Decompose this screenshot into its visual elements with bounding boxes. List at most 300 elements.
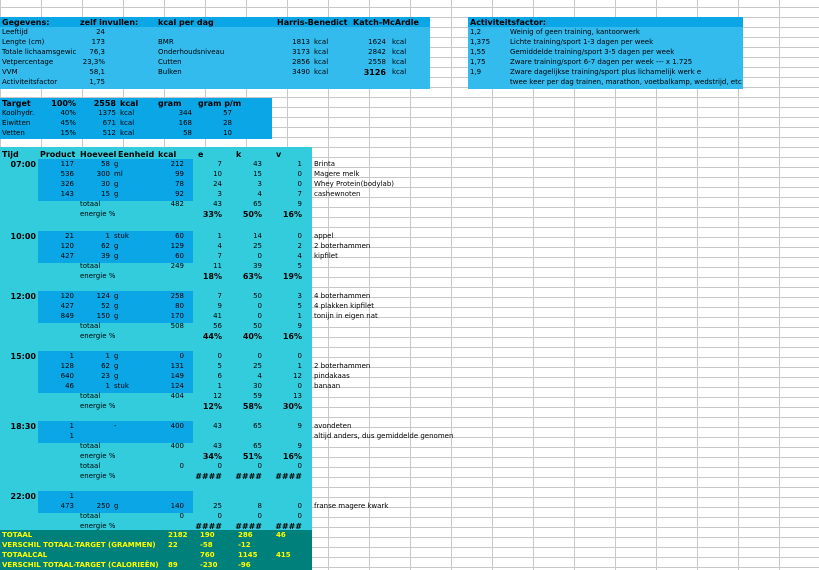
protein-cell: 43 bbox=[213, 422, 222, 430]
product-id-cell[interactable]: 1 bbox=[69, 492, 74, 500]
target-kcal-header: 2558 bbox=[93, 99, 116, 108]
km-value: 2558 bbox=[368, 58, 386, 66]
total-protein: 0 bbox=[217, 462, 222, 470]
hb-value: 1813 bbox=[292, 38, 310, 46]
total-kcal bbox=[148, 472, 184, 481]
target-pct[interactable]: 40% bbox=[60, 109, 76, 117]
target-gram: 344 bbox=[178, 109, 192, 117]
total-kcal: 482 bbox=[170, 200, 184, 208]
protein-cell: 24 bbox=[213, 180, 222, 188]
unit-cell: g bbox=[114, 312, 119, 320]
harris-benedict-header: Harris-Benedict bbox=[277, 18, 348, 27]
total-kcal bbox=[148, 522, 184, 531]
product-name-cell: 4 plakken kipfilet bbox=[314, 302, 375, 310]
fat-cell: 3 bbox=[297, 292, 302, 300]
protein-cell: 6 bbox=[217, 372, 222, 380]
product-id-cell[interactable]: 427 bbox=[60, 252, 74, 260]
product-id-cell[interactable]: 1 bbox=[69, 352, 74, 360]
target-label: Eiwitten bbox=[2, 119, 31, 127]
unit-cell: stuk bbox=[114, 232, 129, 240]
unit-cell bbox=[114, 492, 144, 501]
total-carb: 0 bbox=[257, 462, 262, 470]
kcal-cell: 60 bbox=[175, 252, 184, 260]
quantity-cell[interactable]: 62 bbox=[101, 242, 110, 250]
quantity-cell[interactable]: 150 bbox=[96, 312, 110, 320]
unit-cell: g bbox=[114, 242, 119, 250]
carb-cell: 0 bbox=[257, 252, 262, 260]
protein-cell: 4 bbox=[217, 242, 222, 250]
unit-cell: g bbox=[114, 160, 119, 168]
gegevens-label: Lengte (cm) bbox=[2, 38, 45, 46]
summary-label: TOTAAL bbox=[2, 531, 33, 539]
summary-fat: 415 bbox=[276, 551, 291, 559]
unit-cell bbox=[114, 432, 144, 441]
total-protein: 11 bbox=[213, 262, 222, 270]
product-name-cell: 2 boterhammen bbox=[314, 362, 371, 370]
unit-cell: g bbox=[114, 292, 119, 300]
total-carb: 50% bbox=[242, 210, 262, 219]
product-name-cell: altijd anders, dus gemiddelde genomen bbox=[314, 432, 454, 440]
summary-protein: -230 bbox=[200, 561, 218, 569]
total-kcal bbox=[148, 402, 184, 411]
total-kcal: 249 bbox=[170, 262, 184, 270]
target-gpm: 10 bbox=[223, 129, 232, 137]
summary-fat bbox=[276, 561, 308, 570]
meal-time: 15:00 bbox=[10, 352, 36, 361]
target-kcal: 512 bbox=[102, 129, 116, 137]
product-id-cell[interactable]: 21 bbox=[65, 232, 74, 240]
product-name-cell: 2 boterhammen bbox=[314, 242, 371, 250]
product-name-cell: appel bbox=[314, 232, 334, 240]
product-name-cell: kipfilet bbox=[314, 252, 338, 260]
product-name-cell: cashewnoten bbox=[314, 190, 361, 198]
target-kcal: 671 bbox=[102, 119, 116, 127]
carb-cell: 43 bbox=[253, 160, 262, 168]
activiteit-desc: Zware training/sport 6-7 dagen per week --- x 1.725 bbox=[510, 58, 693, 66]
product-id-cell[interactable]: 849 bbox=[60, 312, 74, 320]
fat-cell bbox=[270, 492, 302, 501]
hb-unit: kcal bbox=[314, 38, 329, 46]
quantity-cell[interactable]: 1 bbox=[105, 232, 110, 240]
target-unit: kcal bbox=[120, 129, 135, 137]
target-gram-header: gram bbox=[158, 99, 182, 108]
protein-cell: 25 bbox=[213, 502, 222, 510]
target-unit-header: kcal bbox=[120, 99, 139, 108]
kcal-cell: 99 bbox=[175, 170, 184, 178]
summary-kcal: 89 bbox=[168, 561, 178, 569]
carb-cell: 65 bbox=[253, 422, 262, 430]
summary-fat: 46 bbox=[276, 531, 286, 539]
total-carb: #### bbox=[235, 522, 262, 531]
col-tijd: Tijd bbox=[2, 150, 19, 159]
total-label: totaal bbox=[80, 322, 101, 330]
kcal-cell bbox=[148, 492, 184, 501]
total-fat: 30% bbox=[282, 402, 302, 411]
kcal-cell: 131 bbox=[170, 362, 184, 370]
target-gpm: 57 bbox=[223, 109, 232, 117]
katch-mcardle-header: Katch-McArdle bbox=[353, 18, 419, 27]
target-unit: kcal bbox=[120, 119, 135, 127]
quantity-cell[interactable]: 39 bbox=[101, 252, 110, 260]
product-id-cell[interactable]: 46 bbox=[65, 382, 74, 390]
meal-time: 22:00 bbox=[10, 492, 36, 501]
protein-cell: 7 bbox=[217, 292, 222, 300]
total-carb: #### bbox=[235, 472, 262, 481]
col-v: v bbox=[276, 150, 282, 159]
kcal-row-name: Cutten bbox=[158, 58, 182, 66]
product-name-cell: Brinta bbox=[314, 160, 336, 168]
carb-cell: 30 bbox=[253, 382, 262, 390]
total-carb: 58% bbox=[242, 402, 262, 411]
carb-cell: 0 bbox=[257, 302, 262, 310]
total-kcal bbox=[148, 210, 184, 219]
total-fat: 9 bbox=[297, 200, 302, 208]
total-kcal bbox=[148, 272, 184, 281]
meal-time: 12:00 bbox=[10, 292, 36, 301]
gegevens-value[interactable]: 1,75 bbox=[89, 78, 105, 86]
gegevens-value[interactable]: 58,1 bbox=[89, 68, 105, 76]
product-name-cell: pindakaas bbox=[314, 372, 350, 380]
unit-cell: g bbox=[114, 372, 119, 380]
product-id-cell[interactable]: 120 bbox=[60, 292, 74, 300]
quantity-cell[interactable]: 1 bbox=[105, 382, 110, 390]
total-label: totaal bbox=[80, 262, 101, 270]
activiteit-factor: 1,75 bbox=[470, 58, 486, 66]
target-header: Target bbox=[2, 99, 31, 108]
kcal-cell: 92 bbox=[175, 190, 184, 198]
total-kcal: 404 bbox=[170, 392, 184, 400]
protein-cell: 41 bbox=[213, 312, 222, 320]
product-id-cell[interactable]: 120 bbox=[60, 242, 74, 250]
gegevens-value[interactable]: 173 bbox=[91, 38, 105, 46]
carb-cell: 0 bbox=[257, 312, 262, 320]
total-kcal bbox=[148, 332, 184, 341]
product-name-cell: banaan bbox=[314, 382, 341, 390]
total-label: totaal bbox=[80, 512, 101, 520]
carb-cell: 14 bbox=[253, 232, 262, 240]
carb-cell: 4 bbox=[257, 190, 262, 198]
kcal-cell: 400 bbox=[170, 422, 184, 430]
protein-cell bbox=[190, 432, 222, 441]
total-protein: 12 bbox=[213, 392, 222, 400]
gegevens-value[interactable]: 76,3 bbox=[89, 48, 105, 56]
unit-cell: g bbox=[114, 180, 119, 188]
total-fat: 0 bbox=[297, 512, 302, 520]
fat-cell: 0 bbox=[297, 232, 302, 240]
unit-cell: g bbox=[114, 502, 119, 510]
total-fat: 16% bbox=[282, 210, 302, 219]
kcal-cell: 140 bbox=[170, 502, 184, 510]
summary-label: VERSCHIL TOTAAL-TARGET (GRAMMEN) bbox=[2, 541, 156, 549]
total-protein: 56 bbox=[213, 322, 222, 330]
col-kcal: kcal bbox=[158, 150, 177, 159]
gegevens-value[interactable]: 24 bbox=[96, 28, 105, 36]
fat-cell: 0 bbox=[297, 170, 302, 178]
quantity-cell[interactable]: 30 bbox=[101, 180, 110, 188]
quantity-cell[interactable]: 23 bbox=[101, 372, 110, 380]
target-gpm-header: gram p/m bbox=[198, 99, 242, 108]
fat-cell: 12 bbox=[293, 372, 302, 380]
carb-cell: 25 bbox=[253, 362, 262, 370]
protein-cell: 10 bbox=[213, 170, 222, 178]
kcal-cell: 149 bbox=[170, 372, 184, 380]
quantity-cell[interactable]: 52 bbox=[101, 302, 110, 310]
protein-cell: 3 bbox=[217, 190, 222, 198]
total-fat: #### bbox=[275, 522, 302, 531]
km-value: 1624 bbox=[368, 38, 386, 46]
unit-cell: - bbox=[114, 422, 117, 430]
total-carb: 65 bbox=[253, 200, 262, 208]
total-kcal: 400 bbox=[170, 442, 184, 450]
product-id-cell[interactable]: 128 bbox=[60, 362, 74, 370]
target-label: Koolhydr. bbox=[2, 109, 35, 117]
quantity-cell[interactable] bbox=[74, 492, 110, 501]
kcal-cell: 80 bbox=[175, 302, 184, 310]
target-pct-header: 100% bbox=[51, 99, 76, 108]
total-fat: 5 bbox=[297, 262, 302, 270]
unit-cell: stuk bbox=[114, 382, 129, 390]
total-label: energie % bbox=[80, 210, 116, 218]
gegevens-header: Gegevens: bbox=[2, 18, 50, 27]
protein-cell: 7 bbox=[217, 252, 222, 260]
total-fat: #### bbox=[275, 472, 302, 481]
quantity-cell[interactable]: 1 bbox=[105, 352, 110, 360]
total-label: energie % bbox=[80, 332, 116, 340]
protein-cell: 7 bbox=[217, 160, 222, 168]
kcal-cell: 124 bbox=[170, 382, 184, 390]
gegevens-label: Activiteitsfactor bbox=[2, 78, 58, 86]
total-protein: #### bbox=[195, 472, 222, 481]
protein-cell: 5 bbox=[217, 362, 222, 370]
hb-unit: kcal bbox=[314, 58, 329, 66]
quantity-cell[interactable]: 250 bbox=[96, 502, 110, 510]
protein-cell: 1 bbox=[217, 382, 222, 390]
km-unit: kcal bbox=[392, 38, 407, 46]
product-id-cell[interactable]: 473 bbox=[60, 502, 74, 510]
gegevens-value[interactable]: 23,3% bbox=[82, 58, 105, 66]
activiteit-desc: Weinig of geen training, kantoorwerk bbox=[510, 28, 640, 36]
fat-cell: 0 bbox=[297, 502, 302, 510]
activiteit-factor: 1,2 bbox=[470, 28, 482, 36]
summary-carb: -96 bbox=[238, 561, 251, 569]
quantity-cell[interactable] bbox=[74, 422, 110, 431]
total-kcal bbox=[148, 452, 184, 461]
fat-cell: 0 bbox=[297, 352, 302, 360]
kcal-cell bbox=[148, 432, 184, 441]
summary-kcal: 22 bbox=[168, 541, 178, 549]
summary-protein: 190 bbox=[200, 531, 215, 539]
carb-cell: 4 bbox=[257, 372, 262, 380]
product-name-cell: Magere melk bbox=[314, 170, 360, 178]
total-protein: 33% bbox=[202, 210, 222, 219]
product-id-cell[interactable]: 143 bbox=[60, 190, 74, 198]
total-protein: #### bbox=[195, 522, 222, 531]
total-carb: 39 bbox=[253, 262, 262, 270]
unit-cell: g bbox=[114, 352, 119, 360]
hb-unit: kcal bbox=[314, 68, 329, 76]
product-name-cell: 4 boterhammen bbox=[314, 292, 371, 300]
fat-cell: 0 bbox=[297, 180, 302, 188]
carb-cell: 3 bbox=[257, 180, 262, 188]
summary-protein: -58 bbox=[200, 541, 213, 549]
col-hoeveel: Hoeveel bbox=[80, 150, 117, 159]
total-fat: 16% bbox=[282, 332, 302, 341]
col-k: k bbox=[236, 150, 242, 159]
total-label: energie % bbox=[80, 452, 116, 460]
product-id-cell[interactable]: 1 bbox=[69, 432, 74, 440]
kcal-row-name: Bulken bbox=[158, 68, 182, 76]
hb-unit: kcal bbox=[314, 48, 329, 56]
target-kcal: 1375 bbox=[98, 109, 116, 117]
total-kcal: 0 bbox=[179, 462, 184, 470]
total-carb: 40% bbox=[242, 332, 262, 341]
col-product: Product bbox=[40, 150, 76, 159]
protein-cell: 9 bbox=[217, 302, 222, 310]
product-name-cell: avondeten bbox=[314, 422, 352, 430]
protein-cell bbox=[190, 492, 222, 501]
summary-carb: 1145 bbox=[238, 551, 258, 559]
target-pct[interactable]: 45% bbox=[60, 119, 76, 127]
total-label: energie % bbox=[80, 402, 116, 410]
product-id-cell[interactable]: 427 bbox=[60, 302, 74, 310]
total-fat: 16% bbox=[282, 452, 302, 461]
unit-cell: ml bbox=[114, 170, 123, 178]
product-id-cell[interactable]: 536 bbox=[60, 170, 74, 178]
total-fat: 19% bbox=[282, 272, 302, 281]
gegevens-label: VVM bbox=[2, 68, 18, 76]
total-label: energie % bbox=[80, 522, 116, 530]
carb-cell: 25 bbox=[253, 242, 262, 250]
summary-kcal bbox=[168, 551, 200, 560]
meal-time: 07:00 bbox=[10, 160, 36, 169]
fat-cell: 2 bbox=[297, 242, 302, 250]
total-fat: 9 bbox=[297, 442, 302, 450]
summary-label: TOTAALCAL bbox=[2, 551, 48, 559]
fat-cell: 4 bbox=[297, 252, 302, 260]
target-gram: 58 bbox=[183, 129, 192, 137]
quantity-cell[interactable]: 15 bbox=[101, 190, 110, 198]
quantity-cell[interactable]: 124 bbox=[96, 292, 110, 300]
total-kcal: 508 bbox=[170, 322, 184, 330]
hb-value: 3173 bbox=[292, 48, 310, 56]
summary-carb: -12 bbox=[238, 541, 251, 549]
quantity-cell[interactable]: 300 bbox=[96, 170, 110, 178]
km-value: 3126 bbox=[363, 68, 386, 77]
quantity-cell[interactable]: 62 bbox=[101, 362, 110, 370]
unit-cell: g bbox=[114, 190, 119, 198]
fat-cell: 9 bbox=[297, 422, 302, 430]
total-label: energie % bbox=[80, 472, 116, 480]
product-name-cell: Whey Protein(bodylab) bbox=[314, 180, 395, 188]
protein-cell: 1 bbox=[217, 232, 222, 240]
kcal-cell: 212 bbox=[170, 160, 184, 168]
target-gram: 168 bbox=[178, 119, 192, 127]
fat-cell: 1 bbox=[297, 160, 302, 168]
protein-cell: 0 bbox=[217, 352, 222, 360]
fat-cell: 5 bbox=[297, 302, 302, 310]
activiteit-desc: Lichte training/sport 1-3 dagen per week bbox=[510, 38, 654, 46]
carb-cell: 15 bbox=[253, 170, 262, 178]
total-fat: 13 bbox=[293, 392, 302, 400]
kcal-cell: 60 bbox=[175, 232, 184, 240]
product-name-cell: tonijn in eigen nat bbox=[314, 312, 378, 320]
total-carb: 50 bbox=[253, 322, 262, 330]
kcal-cell: 78 bbox=[175, 180, 184, 188]
total-label: energie % bbox=[80, 272, 116, 280]
fat-cell: 7 bbox=[297, 190, 302, 198]
unit-cell: g bbox=[114, 302, 119, 310]
activiteit-desc: Zware dagelijkse training/sport plus lichamelijk werk e bbox=[510, 68, 702, 76]
fat-cell: 0 bbox=[297, 382, 302, 390]
kcal-row-name: Onderhoudsniveau bbox=[158, 48, 225, 56]
km-value: 2842 bbox=[368, 48, 386, 56]
total-protein: 12% bbox=[202, 402, 222, 411]
product-id-cell[interactable]: 640 bbox=[60, 372, 74, 380]
total-carb: 65 bbox=[253, 442, 262, 450]
kcal-cell: 170 bbox=[170, 312, 184, 320]
hb-value: 3490 bbox=[292, 68, 310, 76]
total-carb: 59 bbox=[253, 392, 262, 400]
total-label: totaal bbox=[80, 200, 101, 208]
col-eenheid: Eenheid bbox=[118, 150, 155, 159]
hb-value: 2856 bbox=[292, 58, 310, 66]
target-gpm: 28 bbox=[223, 119, 232, 127]
activiteit-factor: 1,55 bbox=[470, 48, 486, 56]
fat-cell: 1 bbox=[297, 312, 302, 320]
total-carb: 0 bbox=[257, 512, 262, 520]
carb-cell: 0 bbox=[257, 352, 262, 360]
quantity-cell[interactable] bbox=[74, 432, 110, 441]
kcal-cell: 258 bbox=[170, 292, 184, 300]
activiteit-desc: twee keer per dag trainen, marathon, voetbalkamp, wedstrijd, etc bbox=[510, 78, 742, 86]
col-e: e bbox=[198, 150, 204, 159]
activiteit-factor: 1,375 bbox=[470, 38, 491, 46]
product-id-cell[interactable]: 326 bbox=[60, 180, 74, 188]
summary-label: VERSCHIL TOTAAL-TARGET (CALORIEËN) bbox=[2, 561, 159, 569]
total-protein: 43 bbox=[213, 442, 222, 450]
product-name-cell: franse magere kwark bbox=[314, 502, 389, 510]
target-label: Vetten bbox=[2, 129, 25, 137]
total-protein: 18% bbox=[202, 272, 222, 281]
summary-carb: 286 bbox=[238, 531, 253, 539]
km-unit: kcal bbox=[392, 68, 407, 76]
total-protein: 44% bbox=[202, 332, 222, 341]
fat-cell bbox=[270, 432, 302, 441]
meal-time: 10:00 bbox=[10, 232, 36, 241]
fat-cell: 1 bbox=[297, 362, 302, 370]
gegevens-label: Totale lichaamsgewic bbox=[2, 48, 77, 56]
product-id-cell[interactable]: 1 bbox=[69, 422, 74, 430]
total-carb: 63% bbox=[242, 272, 262, 281]
carb-cell bbox=[230, 432, 262, 441]
summary-fat bbox=[276, 541, 308, 550]
total-fat: 0 bbox=[297, 462, 302, 470]
total-protein: 43 bbox=[213, 200, 222, 208]
total-label: totaal bbox=[80, 462, 101, 470]
kcal-cell: 129 bbox=[170, 242, 184, 250]
total-kcal: 0 bbox=[179, 512, 184, 520]
summary-protein: 760 bbox=[200, 551, 215, 559]
gegevens-label: Leeftijd bbox=[2, 28, 28, 36]
kcal-cell: 0 bbox=[179, 352, 184, 360]
target-pct[interactable]: 15% bbox=[60, 129, 76, 137]
unit-cell: g bbox=[114, 252, 119, 260]
total-carb: 51% bbox=[242, 452, 262, 461]
meal-time: 18:30 bbox=[10, 422, 36, 431]
quantity-cell[interactable]: 58 bbox=[101, 160, 110, 168]
product-id-cell[interactable]: 117 bbox=[60, 160, 74, 168]
carb-cell: 8 bbox=[257, 502, 262, 510]
